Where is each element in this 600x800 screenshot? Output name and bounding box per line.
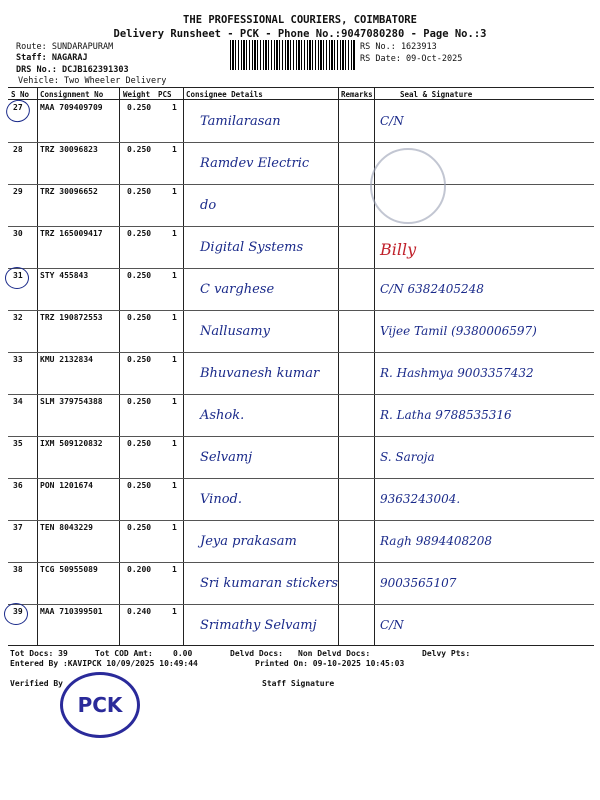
rs-date: RS Date: 09-Oct-2025 bbox=[360, 54, 463, 64]
row-sno: 28 bbox=[13, 145, 23, 154]
row-consignment-no: TCG 50955089 bbox=[40, 565, 98, 574]
row-pcs: 1 bbox=[172, 355, 177, 364]
verified-by: Verified By bbox=[10, 679, 63, 688]
company-title: THE PROFESSIONAL COURIERS, COIMBATORE bbox=[183, 14, 417, 26]
col-pcs: PCS bbox=[158, 90, 172, 99]
row-weight: 0.250 bbox=[127, 355, 152, 364]
faded-round-seal bbox=[370, 148, 446, 224]
runsheet-subtitle: Delivery Runsheet - PCK - Phone No.:9047080280 - Page No.:3 bbox=[113, 28, 487, 40]
row-seal-handwriting: S. Saroja bbox=[380, 450, 435, 464]
row-weight: 0.240 bbox=[127, 607, 152, 616]
row-sno: 36 bbox=[13, 481, 23, 490]
row-sno: 32 bbox=[13, 313, 23, 322]
delivery-points: Delvy Pts: bbox=[422, 649, 471, 658]
row-seal-handwriting: 9003565107 bbox=[380, 576, 457, 590]
rs-number: RS No.: 1623913 bbox=[360, 42, 437, 52]
staff-label: Staff: NAGARAJ bbox=[16, 53, 88, 63]
total-docs: Tot Docs: 39 bbox=[10, 649, 68, 658]
row-pcs: 1 bbox=[172, 271, 177, 280]
row-pcs: 1 bbox=[172, 145, 177, 154]
row-consignee-handwriting: Ashok. bbox=[200, 408, 245, 423]
row-sno: 33 bbox=[13, 355, 23, 364]
row-sno: 30 bbox=[13, 229, 23, 238]
row-divider bbox=[8, 562, 594, 563]
row-consignment-no: TRZ 30096652 bbox=[40, 187, 98, 196]
row-weight: 0.250 bbox=[127, 271, 152, 280]
row-consignee-handwriting: Vinod. bbox=[200, 492, 242, 507]
entered-by: Entered By :KAVIPCK 10/09/2025 10:49:44 bbox=[10, 659, 198, 668]
row-consignee-handwriting: Srimathy Selvamj bbox=[200, 618, 317, 633]
row-pcs: 1 bbox=[172, 229, 177, 238]
row-pcs: 1 bbox=[172, 103, 177, 112]
row-consignee-handwriting: C varghese bbox=[200, 282, 275, 297]
row-seal-handwriting: R. Latha 9788535316 bbox=[380, 408, 512, 422]
row-divider bbox=[8, 394, 594, 395]
row-sno: 27 bbox=[13, 103, 23, 112]
row-weight: 0.250 bbox=[127, 229, 152, 238]
row-consignment-no: IXM 509120832 bbox=[40, 439, 103, 448]
row-divider bbox=[8, 268, 594, 269]
delivered-docs: Delvd Docs: bbox=[230, 649, 283, 658]
row-seal-handwriting: R. Hashmya 9003357432 bbox=[380, 366, 534, 380]
row-consignment-no: TRZ 30096823 bbox=[40, 145, 98, 154]
row-pcs: 1 bbox=[172, 481, 177, 490]
row-consignment-no: TEN 8043229 bbox=[40, 523, 93, 532]
non-delivered-docs: Non Delvd Docs: bbox=[298, 649, 371, 658]
row-weight: 0.250 bbox=[127, 145, 152, 154]
staff-signature: Staff Signature bbox=[262, 679, 335, 688]
col-remarks: Remarks bbox=[341, 90, 373, 99]
row-pcs: 1 bbox=[172, 439, 177, 448]
vehicle-label: Vehicle: Two Wheeler Delivery bbox=[18, 76, 167, 86]
col-sno: S No bbox=[11, 90, 30, 99]
row-sno: 35 bbox=[13, 439, 23, 448]
row-sno: 34 bbox=[13, 397, 23, 406]
row-consignee-handwriting: Jeya prakasam bbox=[200, 534, 297, 549]
row-consignment-no: KMU 2132834 bbox=[40, 355, 93, 364]
row-weight: 0.250 bbox=[127, 313, 152, 322]
col-weight: Weight bbox=[123, 90, 151, 99]
row-consignee-handwriting: Ramdev Electric bbox=[200, 156, 310, 171]
row-pcs: 1 bbox=[172, 397, 177, 406]
row-39-circle-mark bbox=[4, 603, 28, 625]
row-consignee-handwriting: Tamilarasan bbox=[200, 114, 281, 129]
row-sno: 29 bbox=[13, 187, 23, 196]
row-31-circle-mark bbox=[5, 267, 29, 289]
row-divider bbox=[8, 436, 594, 437]
col-consignee: Consignee Details bbox=[186, 90, 263, 99]
printed-on: Printed On: 09-10-2025 10:45:03 bbox=[255, 659, 405, 668]
row-seal-handwriting: 9363243004. bbox=[380, 492, 461, 506]
row-pcs: 1 bbox=[172, 187, 177, 196]
row-sno: 37 bbox=[13, 523, 23, 532]
row-consignment-no: TRZ 165009417 bbox=[40, 229, 103, 238]
row-consignment-no: MAA 709409709 bbox=[40, 103, 103, 112]
row-seal-handwriting: C/N bbox=[380, 114, 404, 128]
row-seal-handwriting: Ragh 9894408208 bbox=[380, 534, 493, 548]
row-consignee-handwriting: Bhuvanesh kumar bbox=[200, 366, 320, 381]
row-weight: 0.250 bbox=[127, 103, 152, 112]
row-weight: 0.200 bbox=[127, 565, 152, 574]
row-seal-handwriting: Billy bbox=[380, 240, 417, 259]
pck-stamp: PCK bbox=[60, 672, 140, 738]
row-divider bbox=[8, 142, 594, 143]
row-divider bbox=[8, 184, 594, 185]
row-seal-handwriting: Vijee Tamil (9380006597) bbox=[380, 324, 537, 338]
row-divider bbox=[8, 226, 594, 227]
col-consignment: Consignment No bbox=[40, 90, 104, 99]
row-sno: 31 bbox=[13, 271, 23, 280]
row-divider bbox=[8, 604, 594, 605]
row-27-circle-mark bbox=[3, 97, 33, 126]
row-pcs: 1 bbox=[172, 313, 177, 322]
row-consignee-handwriting: Selvamj bbox=[200, 450, 253, 465]
row-sno: 38 bbox=[13, 565, 23, 574]
row-sno: 39 bbox=[13, 607, 23, 616]
row-consignment-no: STY 455843 bbox=[40, 271, 89, 280]
row-divider bbox=[8, 520, 594, 521]
row-pcs: 1 bbox=[172, 523, 177, 532]
row-consignment-no: TRZ 190872553 bbox=[40, 313, 103, 322]
row-consignment-no: PON 1201674 bbox=[40, 481, 93, 490]
row-divider bbox=[8, 352, 594, 353]
row-consignment-no: MAA 710399501 bbox=[40, 607, 103, 616]
barcode-image bbox=[230, 40, 355, 70]
row-divider bbox=[8, 310, 594, 311]
row-weight: 0.250 bbox=[127, 481, 152, 490]
row-consignment-no: SLM 379754388 bbox=[40, 397, 103, 406]
row-pcs: 1 bbox=[172, 607, 177, 616]
row-divider bbox=[8, 478, 594, 479]
total-cod-label: Tot COD Amt: bbox=[95, 649, 153, 658]
row-weight: 0.250 bbox=[127, 523, 152, 532]
row-consignee-handwriting: Sri kumaran stickers bbox=[200, 576, 338, 591]
drs-number: DRS No.: DCJB162391303 bbox=[16, 65, 129, 75]
row-weight: 0.250 bbox=[127, 187, 152, 196]
route-label: Route: SUNDARAPURAM bbox=[16, 42, 114, 52]
row-consignee-handwriting: Digital Systems bbox=[200, 240, 304, 255]
row-weight: 0.250 bbox=[127, 397, 152, 406]
total-cod-amount: 0.00 bbox=[173, 649, 193, 658]
row-consignee-handwriting: Nallusamy bbox=[200, 324, 270, 339]
row-pcs: 1 bbox=[172, 565, 177, 574]
row-weight: 0.250 bbox=[127, 439, 152, 448]
row-seal-handwriting: C/N bbox=[380, 618, 404, 632]
row-seal-handwriting: C/N 6382405248 bbox=[380, 282, 484, 296]
row-consignee-handwriting: do bbox=[200, 198, 217, 213]
col-seal-signature: Seal & Signature bbox=[400, 90, 473, 99]
